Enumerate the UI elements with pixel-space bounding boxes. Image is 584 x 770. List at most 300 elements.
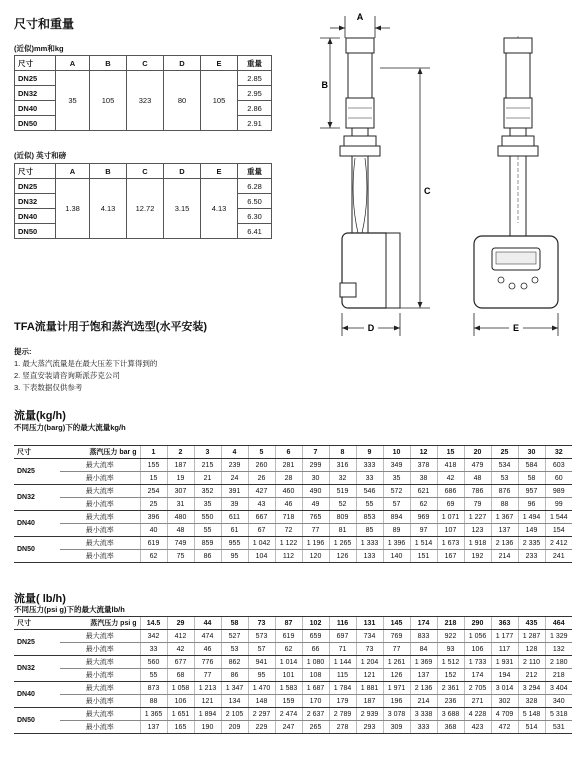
dim-weight-cell: 2.91 — [238, 116, 272, 131]
flow-value: 31 — [167, 498, 194, 511]
dim-value-c: 12.72 — [127, 179, 164, 239]
flow-value: 293 — [356, 721, 383, 734]
dim-weight-cell: 6.30 — [238, 209, 272, 224]
flow-value: 215 — [194, 459, 221, 472]
flow-value: 584 — [518, 459, 545, 472]
flow-lb-table — [14, 616, 572, 734]
flow-value: 1 894 — [194, 708, 221, 721]
dim-size-cell: DN50 — [15, 116, 56, 131]
dim-value-d: 3.15 — [164, 179, 201, 239]
flow-value: 969 — [410, 511, 437, 524]
dim-header-cell: B — [90, 56, 127, 71]
dim-header-cell: A — [56, 56, 90, 71]
flow-value: 4 228 — [464, 708, 491, 721]
flow-value: 67 — [248, 524, 275, 537]
flow-value: 876 — [491, 485, 518, 498]
max-label: 最大流率 — [60, 682, 140, 695]
pressure-cell: 8 — [329, 446, 356, 459]
flow-value: 137 — [410, 669, 437, 682]
flow-value: 97 — [410, 524, 437, 537]
pressure-cell: 464 — [545, 617, 572, 630]
flow-value: 1 014 — [275, 656, 302, 669]
flow-value: 378 — [410, 459, 437, 472]
flow-value: 316 — [329, 459, 356, 472]
flow-value: 39 — [221, 498, 248, 511]
flow-value: 57 — [383, 498, 410, 511]
flow-value: 126 — [383, 669, 410, 682]
flow-value: 302 — [491, 695, 518, 708]
flow-value: 853 — [356, 511, 383, 524]
flow-value: 560 — [140, 656, 167, 669]
flow-value: 60 — [545, 472, 572, 485]
flow-value: 278 — [329, 721, 356, 734]
pressure-cell: 5 — [248, 446, 275, 459]
flow-value: 1 122 — [275, 537, 302, 550]
pressure-cell: 6 — [275, 446, 302, 459]
flow-value: 271 — [464, 695, 491, 708]
flow-value: 2 136 — [491, 537, 518, 550]
flow-value: 254 — [140, 485, 167, 498]
flow-value: 3 404 — [545, 682, 572, 695]
size-cell: DN25 — [14, 459, 60, 485]
min-flow-row — [14, 721, 572, 734]
flow-value: 427 — [248, 485, 275, 498]
pressure-cell: 290 — [464, 617, 491, 630]
flow-value: 809 — [329, 511, 356, 524]
flow-value: 187 — [167, 459, 194, 472]
flow-value: 368 — [437, 721, 464, 734]
flow-value: 85 — [356, 524, 383, 537]
flow-value: 2 474 — [275, 708, 302, 721]
flow-value: 209 — [221, 721, 248, 734]
flow-value: 765 — [302, 511, 329, 524]
flow-value: 697 — [329, 630, 356, 643]
flow-value: 42 — [167, 643, 194, 656]
flow-value: 1 365 — [140, 708, 167, 721]
flow-value: 1 651 — [167, 708, 194, 721]
flow-value: 718 — [275, 511, 302, 524]
flow-value: 81 — [329, 524, 356, 537]
flow-value: 1 261 — [383, 656, 410, 669]
note-item: 3. 下表数据仅供参考 — [14, 383, 83, 392]
flow-value: 133 — [356, 550, 383, 563]
flow-value: 1 931 — [491, 656, 518, 669]
flow-value: 66 — [302, 643, 329, 656]
flow-value: 26 — [248, 472, 275, 485]
flow-value: 167 — [437, 550, 464, 563]
dim-header-cell: B — [90, 164, 127, 179]
flow-value: 154 — [545, 524, 572, 537]
flow-value: 42 — [437, 472, 464, 485]
flow-value: 62 — [410, 498, 437, 511]
flow-value: 1 071 — [437, 511, 464, 524]
min-label: 最小流率 — [60, 472, 140, 485]
flow-value: 1 583 — [275, 682, 302, 695]
flow-value: 573 — [248, 630, 275, 643]
flow-value: 352 — [194, 485, 221, 498]
flow-value: 77 — [194, 669, 221, 682]
flow-value: 619 — [140, 537, 167, 550]
flow-lb-subtitle: 不同压力(psi g)下的最大流量lb/h — [14, 605, 125, 614]
flow-value: 2 361 — [437, 682, 464, 695]
flow-value: 621 — [410, 485, 437, 498]
flow-value: 396 — [140, 511, 167, 524]
flow-value: 53 — [221, 643, 248, 656]
max-flow-row — [14, 656, 572, 669]
flow-value: 108 — [302, 669, 329, 682]
flow-lb-title: 流量( lb/h) — [14, 593, 66, 605]
flow-value: 179 — [329, 695, 356, 708]
flow-value: 619 — [275, 630, 302, 643]
flow-value: 833 — [410, 630, 437, 643]
flow-value: 30 — [302, 472, 329, 485]
flow-value: 4 709 — [491, 708, 518, 721]
flow-value: 190 — [194, 721, 221, 734]
flow-value: 349 — [383, 459, 410, 472]
pressure-cell: 102 — [302, 617, 329, 630]
flow-value: 32 — [329, 472, 356, 485]
dim-size-cell: DN25 — [15, 179, 56, 194]
dim-value-b: 105 — [90, 71, 127, 131]
pressure-cell: 10 — [383, 446, 410, 459]
size-cell: DN32 — [14, 656, 60, 682]
flow-value: 260 — [248, 459, 275, 472]
flow-value: 299 — [302, 459, 329, 472]
flow-value: 2 939 — [356, 708, 383, 721]
pressure-cell: 14.5 — [140, 617, 167, 630]
flow-value: 24 — [221, 472, 248, 485]
dim-size-cell: DN25 — [15, 71, 56, 86]
flow-value: 1 494 — [518, 511, 545, 524]
flow-value: 194 — [491, 669, 518, 682]
max-flow-row — [14, 708, 572, 721]
max-label: 最大流率 — [60, 459, 140, 472]
flow-value: 418 — [437, 459, 464, 472]
flow-value: 62 — [275, 643, 302, 656]
dim-weight-cell: 2.95 — [238, 86, 272, 101]
flow-value: 120 — [302, 550, 329, 563]
flow-value: 342 — [140, 630, 167, 643]
size-cell: DN32 — [14, 485, 60, 511]
note-item: 1. 最大蒸汽流量是在最大压差下计算得到的 — [14, 359, 158, 368]
imperial-dimension-table — [14, 163, 272, 239]
flow-value: 328 — [518, 695, 545, 708]
flow-value: 3 078 — [383, 708, 410, 721]
flow-value: 955 — [221, 537, 248, 550]
flow-value: 151 — [410, 550, 437, 563]
flow-value: 2 297 — [248, 708, 275, 721]
flow-value: 333 — [356, 459, 383, 472]
section-title: 尺寸和重量 — [14, 17, 75, 31]
flow-value: 2 705 — [464, 682, 491, 695]
flow-value: 1 470 — [248, 682, 275, 695]
flow-value: 309 — [383, 721, 410, 734]
dim-weight-cell: 6.50 — [238, 194, 272, 209]
dim-weight-cell: 2.85 — [238, 71, 272, 86]
pressure-cell: 25 — [491, 446, 518, 459]
flow-value: 281 — [275, 459, 302, 472]
dim-label-e: E — [512, 323, 520, 333]
size-header: 尺寸 — [14, 446, 60, 459]
flow-value: 519 — [329, 485, 356, 498]
flow-value: 3 338 — [410, 708, 437, 721]
dim-value-c: 323 — [127, 71, 164, 131]
dim-header-cell: 尺寸 — [15, 56, 56, 71]
pressure-cell: 2 — [167, 446, 194, 459]
tfa-title: TFA流量计用于饱和蒸汽选型(水平安装) — [14, 321, 208, 333]
flow-value: 134 — [221, 695, 248, 708]
dim-value-e: 105 — [201, 71, 238, 131]
flow-value: 58 — [518, 472, 545, 485]
flow-value: 1 733 — [464, 656, 491, 669]
flow-value: 33 — [356, 472, 383, 485]
flow-value: 212 — [518, 669, 545, 682]
flow-value: 121 — [356, 669, 383, 682]
min-label: 最小流率 — [60, 524, 140, 537]
flow-value: 69 — [437, 498, 464, 511]
dim-row — [15, 179, 272, 194]
dim-header-cell: E — [201, 56, 238, 71]
flow-value: 1 329 — [545, 630, 572, 643]
dim-size-cell: DN50 — [15, 224, 56, 239]
max-label: 最大流率 — [60, 537, 140, 550]
flow-value: 677 — [167, 656, 194, 669]
flow-value: 123 — [464, 524, 491, 537]
flow-value: 79 — [464, 498, 491, 511]
flow-value: 33 — [140, 643, 167, 656]
flow-value: 86 — [194, 550, 221, 563]
flow-value: 99 — [545, 498, 572, 511]
pressure-header: 蒸汽压力 psi g — [60, 617, 140, 630]
flow-value: 112 — [275, 550, 302, 563]
flow-value: 3 294 — [518, 682, 545, 695]
pressure-cell: 3 — [194, 446, 221, 459]
flow-value: 2 110 — [518, 656, 545, 669]
flow-value: 214 — [410, 695, 437, 708]
max-flow-row — [14, 682, 572, 695]
flow-value: 550 — [194, 511, 221, 524]
pressure-cell: 131 — [356, 617, 383, 630]
notes-block — [14, 346, 157, 394]
flow-value: 1 918 — [464, 537, 491, 550]
max-label: 最大流率 — [60, 485, 140, 498]
flow-value: 55 — [140, 669, 167, 682]
flow-value: 61 — [221, 524, 248, 537]
flow-value: 132 — [545, 643, 572, 656]
min-flow-row — [14, 524, 572, 537]
flow-value: 128 — [518, 643, 545, 656]
flow-value: 137 — [491, 524, 518, 537]
pressure-cell: 20 — [464, 446, 491, 459]
flow-value: 43 — [248, 498, 275, 511]
pressure-cell: 58 — [221, 617, 248, 630]
flow-value: 490 — [302, 485, 329, 498]
flow-value: 894 — [383, 511, 410, 524]
dim-header-cell: D — [164, 56, 201, 71]
flow-value: 1 042 — [248, 537, 275, 550]
flow-value: 55 — [194, 524, 221, 537]
size-cell: DN50 — [14, 537, 60, 563]
flow-value: 233 — [518, 550, 545, 563]
flow-value: 2 412 — [545, 537, 572, 550]
flow-value: 75 — [167, 550, 194, 563]
flow-value: 769 — [383, 630, 410, 643]
flow-value: 241 — [545, 550, 572, 563]
dim-label-c: C — [424, 186, 431, 196]
max-label: 最大流率 — [60, 630, 140, 643]
flow-value: 1 058 — [167, 682, 194, 695]
flow-value: 101 — [275, 669, 302, 682]
dim-size-cell: DN40 — [15, 209, 56, 224]
dim-weight-cell: 6.41 — [238, 224, 272, 239]
note-item: 2. 竖直安装请咨询斯派莎克公司 — [14, 371, 120, 380]
flow-value: 93 — [437, 643, 464, 656]
flow-value: 1 144 — [329, 656, 356, 669]
min-label: 最小流率 — [60, 498, 140, 511]
flow-value: 659 — [302, 630, 329, 643]
flow-value: 72 — [275, 524, 302, 537]
pressure-cell: 116 — [329, 617, 356, 630]
dim-header-cell: 尺寸 — [15, 164, 56, 179]
flow-value: 474 — [194, 630, 221, 643]
flow-value: 49 — [302, 498, 329, 511]
imperial-caption: (近似) 英寸和磅 — [14, 151, 67, 160]
pressure-cell: 9 — [356, 446, 383, 459]
flow-value: 2 789 — [329, 708, 356, 721]
flow-value: 1 287 — [518, 630, 545, 643]
flow-value: 48 — [464, 472, 491, 485]
min-flow-row — [14, 472, 572, 485]
flow-value: 1 204 — [356, 656, 383, 669]
flow-value: 106 — [167, 695, 194, 708]
flow-value: 265 — [302, 721, 329, 734]
flow-value: 603 — [545, 459, 572, 472]
flow-value: 46 — [194, 643, 221, 656]
min-label: 最小流率 — [60, 695, 140, 708]
flow-kg-title: 流量(kg/h) — [14, 410, 66, 422]
flow-value: 1 367 — [491, 511, 518, 524]
size-cell: DN25 — [14, 630, 60, 656]
pressure-cell: 73 — [248, 617, 275, 630]
flow-value: 1 514 — [410, 537, 437, 550]
metric-caption: (近似)mm和kg — [14, 44, 64, 53]
flow-value: 1 213 — [194, 682, 221, 695]
pressure-cell: 435 — [518, 617, 545, 630]
flow-value: 121 — [194, 695, 221, 708]
flow-value: 68 — [167, 669, 194, 682]
flow-value: 48 — [167, 524, 194, 537]
flow-value: 77 — [302, 524, 329, 537]
pressure-cell: 44 — [194, 617, 221, 630]
flow-value: 1 396 — [383, 537, 410, 550]
max-flow-row — [14, 537, 572, 550]
flow-value: 19 — [167, 472, 194, 485]
pressure-header: 蒸汽压力 bar g — [60, 446, 140, 459]
flow-value: 46 — [275, 498, 302, 511]
max-label: 最大流率 — [60, 511, 140, 524]
size-header: 尺寸 — [14, 617, 60, 630]
min-label: 最小流率 — [60, 550, 140, 563]
flow-value: 734 — [356, 630, 383, 643]
flow-value: 187 — [356, 695, 383, 708]
flow-value: 15 — [140, 472, 167, 485]
flow-kg-table — [14, 445, 572, 563]
flow-value: 106 — [464, 643, 491, 656]
flow-value: 38 — [410, 472, 437, 485]
flow-value: 1 177 — [491, 630, 518, 643]
flow-value: 307 — [167, 485, 194, 498]
pressure-cell: 87 — [275, 617, 302, 630]
flow-value: 95 — [221, 550, 248, 563]
flow-value: 3 014 — [491, 682, 518, 695]
dim-header-cell: A — [56, 164, 90, 179]
flow-value: 1 056 — [464, 630, 491, 643]
flow-value: 62 — [140, 550, 167, 563]
flow-value: 667 — [248, 511, 275, 524]
flow-value: 55 — [356, 498, 383, 511]
flow-value: 165 — [167, 721, 194, 734]
flow-value: 531 — [545, 721, 572, 734]
flow-value: 1 369 — [410, 656, 437, 669]
min-flow-row — [14, 669, 572, 682]
flow-value: 107 — [437, 524, 464, 537]
flow-value: 391 — [221, 485, 248, 498]
dim-header-cell: 重量 — [238, 56, 272, 71]
min-label: 最小流率 — [60, 721, 140, 734]
flow-value: 412 — [167, 630, 194, 643]
flow-value: 1 971 — [383, 682, 410, 695]
flow-value: 77 — [383, 643, 410, 656]
pressure-cell: 15 — [437, 446, 464, 459]
dim-size-cell: DN40 — [15, 101, 56, 116]
dim-value-a: 1.38 — [56, 179, 90, 239]
flow-value: 21 — [194, 472, 221, 485]
dim-header-cell: E — [201, 164, 238, 179]
flow-value: 460 — [275, 485, 302, 498]
pressure-cell: 4 — [221, 446, 248, 459]
pressure-cell: 7 — [302, 446, 329, 459]
flow-value: 73 — [356, 643, 383, 656]
flow-value: 527 — [221, 630, 248, 643]
flow-value: 922 — [437, 630, 464, 643]
flow-value: 786 — [464, 485, 491, 498]
flow-value: 155 — [140, 459, 167, 472]
flow-value: 2 335 — [518, 537, 545, 550]
flow-value: 1 196 — [302, 537, 329, 550]
flow-value: 957 — [518, 485, 545, 498]
min-flow-row — [14, 550, 572, 563]
min-label: 最小流率 — [60, 669, 140, 682]
flow-value: 149 — [518, 524, 545, 537]
flow-value: 148 — [248, 695, 275, 708]
dim-header-cell: D — [164, 164, 201, 179]
flow-value: 28 — [275, 472, 302, 485]
dim-size-cell: DN32 — [15, 194, 56, 209]
flow-value: 35 — [383, 472, 410, 485]
dim-weight-cell: 2.86 — [238, 101, 272, 116]
pressure-cell: 32 — [545, 446, 572, 459]
dim-header-cell: C — [127, 56, 164, 71]
flow-value: 989 — [545, 485, 572, 498]
flow-value: 1 347 — [221, 682, 248, 695]
flow-value: 5 148 — [518, 708, 545, 721]
flow-value: 2 637 — [302, 708, 329, 721]
flow-value: 1 080 — [302, 656, 329, 669]
pressure-cell: 218 — [437, 617, 464, 630]
flow-value: 159 — [275, 695, 302, 708]
size-cell: DN40 — [14, 682, 60, 708]
pressure-cell: 145 — [383, 617, 410, 630]
